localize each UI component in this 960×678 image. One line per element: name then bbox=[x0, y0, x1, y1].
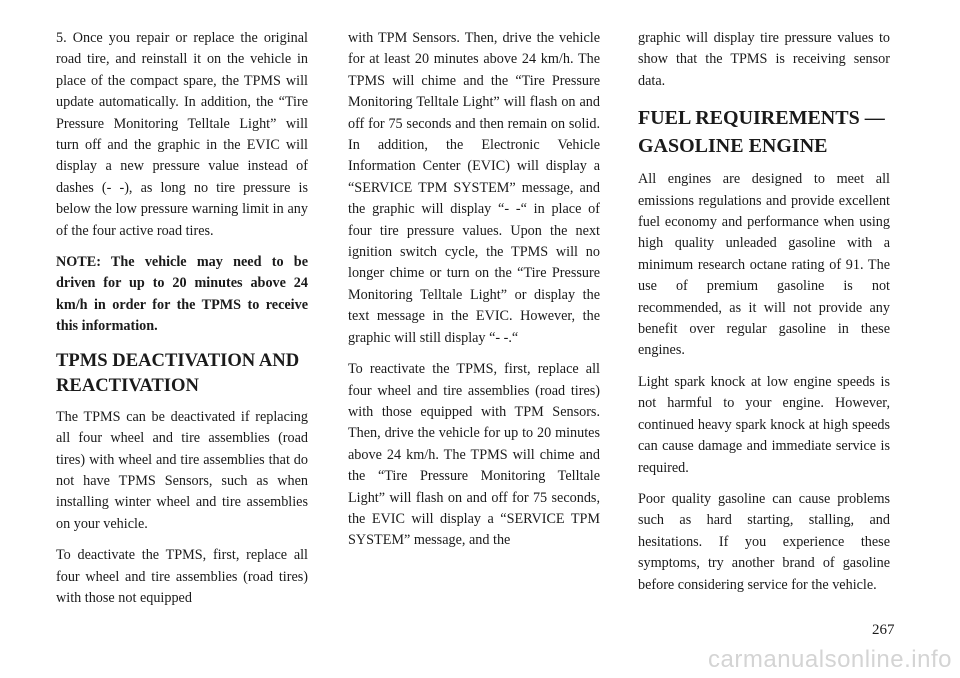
paragraph-reactivate-continued: graphic will display tire pressure values to show that the TPMS is receiving sensor data. bbox=[638, 30, 890, 89]
paragraph-poor-gasoline: Poor quality gasoline can cause problems such as hard starting, stalling, and hesitations. If you experience these symptoms, try another brand of gasoline before considering service for the vehicle. bbox=[638, 490, 890, 593]
paragraph-deactivation-intro: The TPMS can be deactivated if replacing all four wheel and tire assemblies (road tires) with wheel and tire assemblies that do not have TPMS Sensors, such as when installing winter wheel and tire assemblies on your vehicle. bbox=[56, 408, 308, 532]
note-paragraph: NOTE: The vehicle may need to be driven for up to 20 minutes above 24 km/h in order for the TPMS to receive this information. bbox=[56, 254, 308, 335]
paragraph-deactivate-continued: with TPM Sensors. Then, drive the vehicle for at least 20 minutes above 24 km/h. The TPMS will chime and the “Tire Pressure Monitoring Telltale Light” will flash on and off for 75 seconds and then remain on solid. In addition, the Electronic Vehicle Information Center (EVIC) will display a “SERVICE TPM SYSTEM” message, and the graphic will display “- -“ in place of four tire pressure values. Upon the next ignition switch cycle, the TPMS will no longer chime or turn on the “Tire Pressure Monitoring Telltale Light” or display the text message in the EVIC. However, the graphic will still display “- -.“ bbox=[348, 30, 600, 346]
section-heading-fuel-requirements: FUEL REQUIREMENTS — GASOLINE ENGINE bbox=[638, 107, 885, 158]
paragraph-reactivate-steps: To reactivate the TPMS, first, replace all four wheel and tire assemblies (road tires) with those equipped with TPM Sensors. Then, drive the vehicle for up to 20 minutes above 24 km/h. The TPMS will chime and the “Tire Pressure Monitoring Telltale Light” will flash on and off for 75 seconds, the EVIC will display a “SERVICE TPM SYSTEM” message, and the bbox=[348, 361, 600, 549]
paragraph-deactivate-steps: To deactivate the TPMS, first, replace all four wheel and tire assemblies (road tires) with those not equipped bbox=[56, 547, 308, 606]
paragraph-spark-knock: Light spark knock at low engine speeds is not harmful to your engine. However, continued heavy spark knock at high speeds can cause damage and immediate service is required. bbox=[638, 373, 890, 476]
page-number: 267 bbox=[872, 622, 895, 638]
text-column-2 bbox=[348, 28, 600, 562]
paragraph-tire-repair: 5. Once you repair or replace the original road tire, and reinstall it on the vehicle in place of the compact spare, the TPMS will update automatically. In addition, the “Tire Pressure Monitoring Telltale Light” will turn off and the graphic in the EVIC will display a new pressure value instead of dashes (- -), as long no tire pressure is below the low pressure warning limit in any of the four active road tires. bbox=[56, 30, 308, 239]
watermark: carmanualsonline.info bbox=[708, 646, 952, 673]
paragraph-fuel-octane: All engines are designed to meet all emissions regulations and provide excellent fuel economy and performance when using high quality unleaded gasoline with a minimum research octane rating of 91. The use of premium gasoline is not recommended, as it will not provide any benefit over regular gasoline in these engines. bbox=[638, 171, 890, 359]
section-heading-tpms-deactivation: TPMS DEACTIVATION AND REACTIVATION bbox=[56, 349, 300, 396]
text-column-1 bbox=[56, 28, 308, 619]
text-column-3 bbox=[638, 28, 890, 606]
